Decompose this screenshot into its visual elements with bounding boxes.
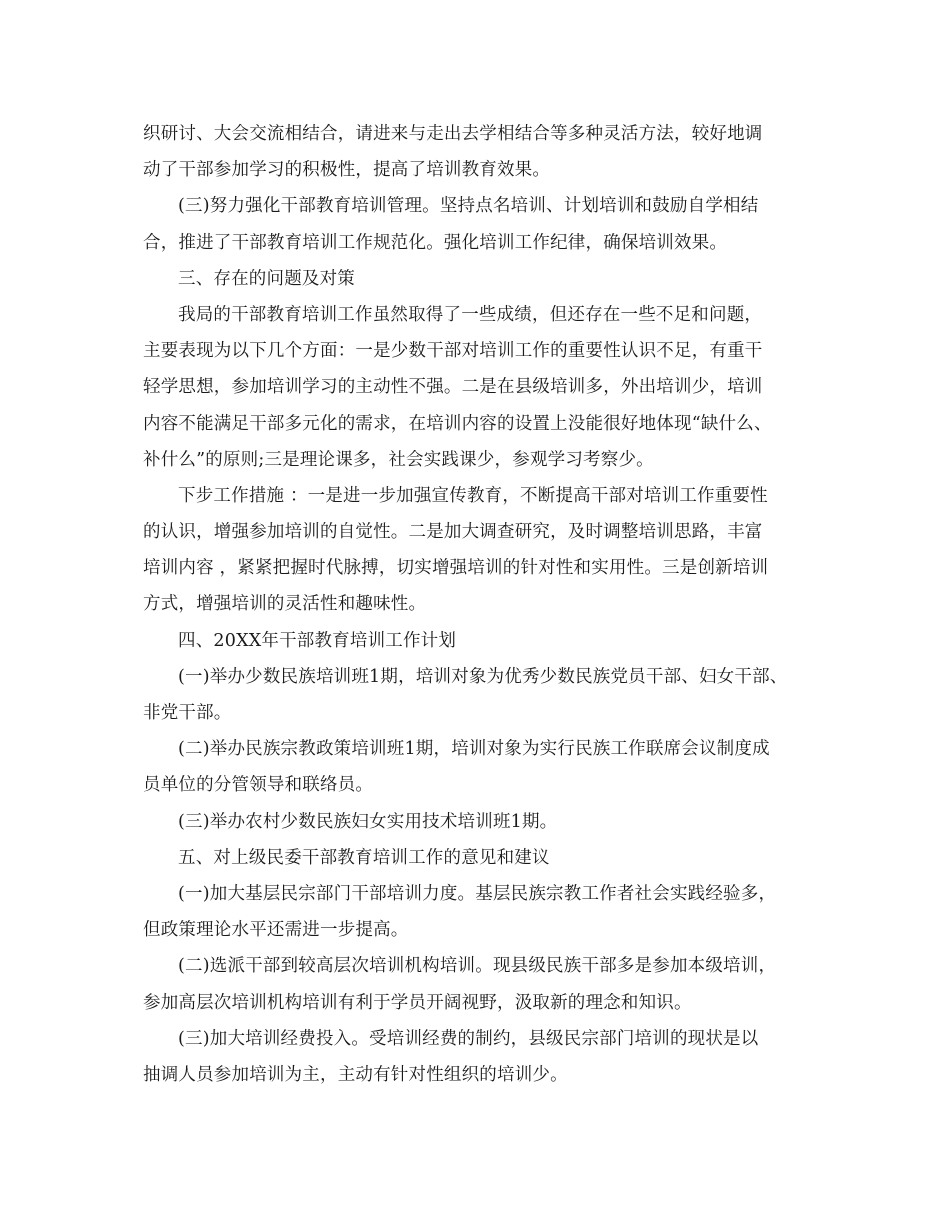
text-line: 方式，增强培训的灵活性和趣味性。 [143,594,427,615]
text-line: 的认识，增强参加培训的自觉性。二是加大调查研究，及时调整培训思路，丰富 [143,522,763,543]
text-line: (一)举办少数民族培训班1期，培训对象为优秀少数民族党员干部、妇女干部、 [178,666,788,687]
text-line: (二)选派干部到较高层次培训机构培训。现县级民族干部多是参加本级培训， [178,956,777,977]
text-line: (一)加大基层民宗部门干部培训力度。基层民族宗教工作者社会实践经验多， [178,883,777,904]
text-line: 补什么”的原则;三是理论课多，社会实践课少，参观学习考察少。 [143,449,654,470]
document-body [143,116,843,1093]
text-line: 内容不能满足干部多元化的需求，在培训内容的设置上没能很好地体现“缺什么、 [143,413,772,434]
text-line: 非党干部。 [143,703,232,723]
text-line: 下步工作措施 ：一是进一步加强宣传教育，不断提高干部对培训工作重要性 [178,485,768,506]
text-line: 轻学思想，参加培训学习的主动性不强。二是在县级培训多，外出培训少，培训 [143,377,763,398]
text-line: (三)加大培训经费投入。受培训经费的制约，县级民宗部门培训的现状是以 [178,1028,759,1049]
text-line: (二)举办民族宗教政策培训班1期，培训对象为实行民族工作联席会议制度成 [178,739,770,760]
text-line: 培训内容 ，紧紧把握时代脉搏，切实增强培训的针对性和实用性。三是创新培训 [143,558,769,579]
text-line: (三)举办农村少数民族妇女实用技术培训班1期。 [178,811,558,832]
text-line: (三)努力强化干部教育培训管理。坚持点名培训、计划培训和鼓励自学相结 [178,196,759,217]
text-line: 员单位的分管领导和联络员。 [143,775,374,796]
text-line: 动了干部参加学习的积极性，提高了培训教育效果。 [143,160,551,181]
text-line: 合，推进了干部教育培训工作规范化。强化培训工作纪律，确保培训效果。 [143,232,728,253]
text-line: 织研讨、大会交流相结合，请进来与走出去学相结合等多种灵活方法，较好地调 [143,124,763,144]
text-line: 我局的干部教育培训工作虽然取得了一些成绩，但还存在一些不足和问题， [178,304,763,325]
text-line: 参加高层次培训机构培训有利于学员开阔视野，汲取新的理念和知识。 [143,992,692,1013]
text-line: 抽调人员参加培训为主，主动有针对性组织的培训少。 [143,1064,568,1085]
text-line: 但政策理论水平还需进一步提高。 [143,920,409,941]
text-line: 五、对上级民委干部教育培训工作的意见和建议 [178,847,550,868]
text-line: 三、存在的问题及对策 [178,268,355,289]
text-line: 四、20XX年干部教育培训工作计划 [178,630,457,651]
text-line: 主要表现为以下几个方面：一是少数干部对培训工作的重要性认识不足，有重干 [143,341,763,362]
